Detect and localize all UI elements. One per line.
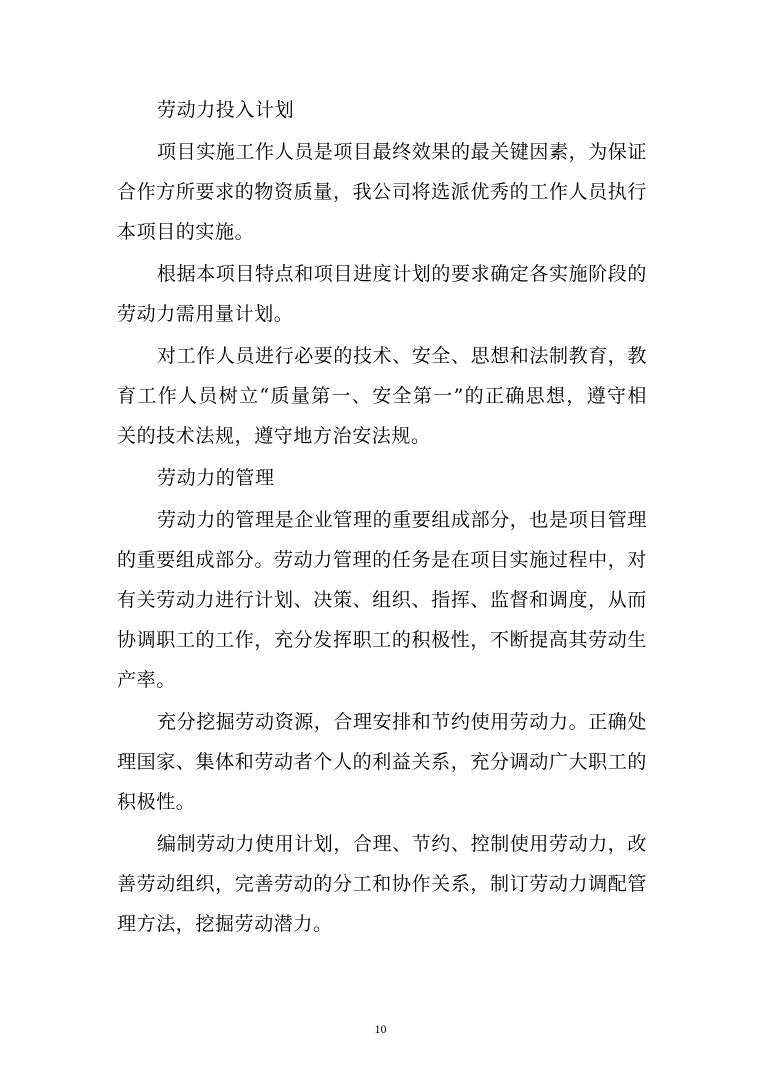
paragraph-labor-resources: 充分挖掘劳动资源，合理安排和节约使用劳动力。正确处理国家、集体和劳动者个人的利益关系，充分调动广大职工的积极性。 <box>117 711 648 813</box>
document-body <box>117 90 647 944</box>
paragraph-labor-management-tasks: 劳动力的管理是企业管理的重要组成部分，也是项目管理的重要组成部分。劳动力管理的任务是在项目实施过程中，对有关劳动力进行计划、决策、组织、指挥、监督和调度，从而协调职工的工作，充分发挥职工的积极性，不断提高其劳动生产率。 <box>117 509 648 691</box>
page-number: 10 <box>374 1022 387 1036</box>
paragraph-staff-importance: 项目实施工作人员是项目最终效果的最关键因素，为保证合作方所要求的物资质量，我公司将选派优秀的工作人员执行本项目的实施。 <box>117 141 648 243</box>
paragraph-labor-demand-plan: 根据本项目特点和项目进度计划的要求确定各实施阶段的劳动力需用量计划。 <box>117 263 648 325</box>
paragraph-staff-education: 对工作人员进行必要的技术、安全、思想和法制教育，教育工作人员树立“质量第一、安全第一”的正确思想，遵守相关的技术法规，遵守地方治安法规。 <box>117 345 648 447</box>
section-heading-labor-input-plan: 劳动力投入计划 <box>157 99 295 121</box>
section-heading-labor-management: 劳动力的管理 <box>157 467 275 489</box>
paragraph-labor-usage-plan: 编制劳动力使用计划，合理、节约、控制使用劳动力，改善劳动组织，完善劳动的分工和协作关系，制订劳动力调配管理方法，挖掘劳动潜力。 <box>117 833 648 935</box>
